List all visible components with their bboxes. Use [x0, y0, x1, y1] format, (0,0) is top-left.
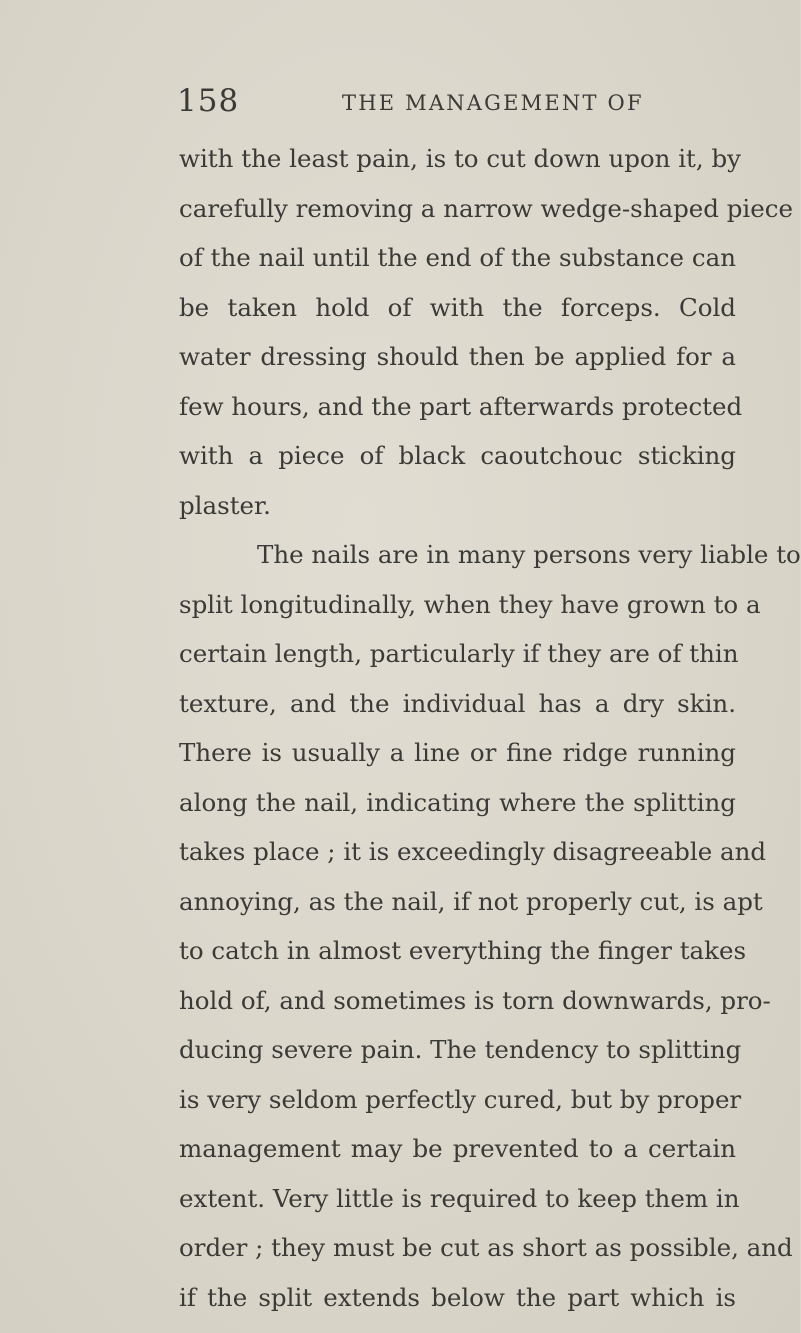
text-line: to catch in almost everything the finger takes [179, 936, 747, 965]
text-line: extent. Very little is required to keep them in [179, 1183, 740, 1213]
paragraph-end-line: plaster. [179, 490, 271, 520]
text-line: water dressing should then be applied for a [179, 342, 736, 371]
text-line: hold of, and sometimes is torn downwards, pro- [179, 985, 771, 1015]
text-line: with the least pain, is to cut down upon it, by [179, 144, 742, 173]
text-line: ducing severe pain. The tendency to splitting [179, 1035, 742, 1064]
running-title: THE MANAGEMENT OF [342, 91, 644, 115]
text-line: texture, and the individual has a dry skin. [179, 688, 736, 718]
text-line: along the nail, indicating where the splitting [179, 787, 736, 817]
text-line: certain length, particularly if they are of thin [179, 639, 739, 668]
paragraph-start-line: The nails are in many persons very liable to [257, 540, 801, 569]
text-line: split longitudinally, when they have grown to a [179, 589, 761, 619]
text-line: is very seldom perfectly cured, but by proper [179, 1084, 742, 1114]
text-line: of the nail until the end of the substance can [179, 243, 736, 272]
page-number: 158 [177, 83, 240, 119]
text-line: order ; they must be cut as short as possible, and [179, 1233, 793, 1262]
text-line: with a piece of black caoutchouc sticking [179, 441, 736, 470]
text-line: carefully removing a narrow wedge-shaped piece [179, 193, 793, 223]
text-line: be taken hold of with the forceps. Cold [179, 292, 736, 322]
running-head [177, 83, 737, 123]
text-line: few hours, and the part afterwards protected [179, 391, 743, 421]
text-line: takes place ; it is exceedingly disagreeable and [179, 837, 767, 866]
text-line: annoying, as the nail, if not properly cut, is apt [179, 886, 763, 916]
text-line: There is usually a line or fine ridge running [179, 738, 736, 767]
text-line: if the split extends below the part which is [179, 1282, 736, 1312]
body-text [179, 134, 801, 1322]
text-line: management may be prevented to a certain [179, 1134, 736, 1163]
